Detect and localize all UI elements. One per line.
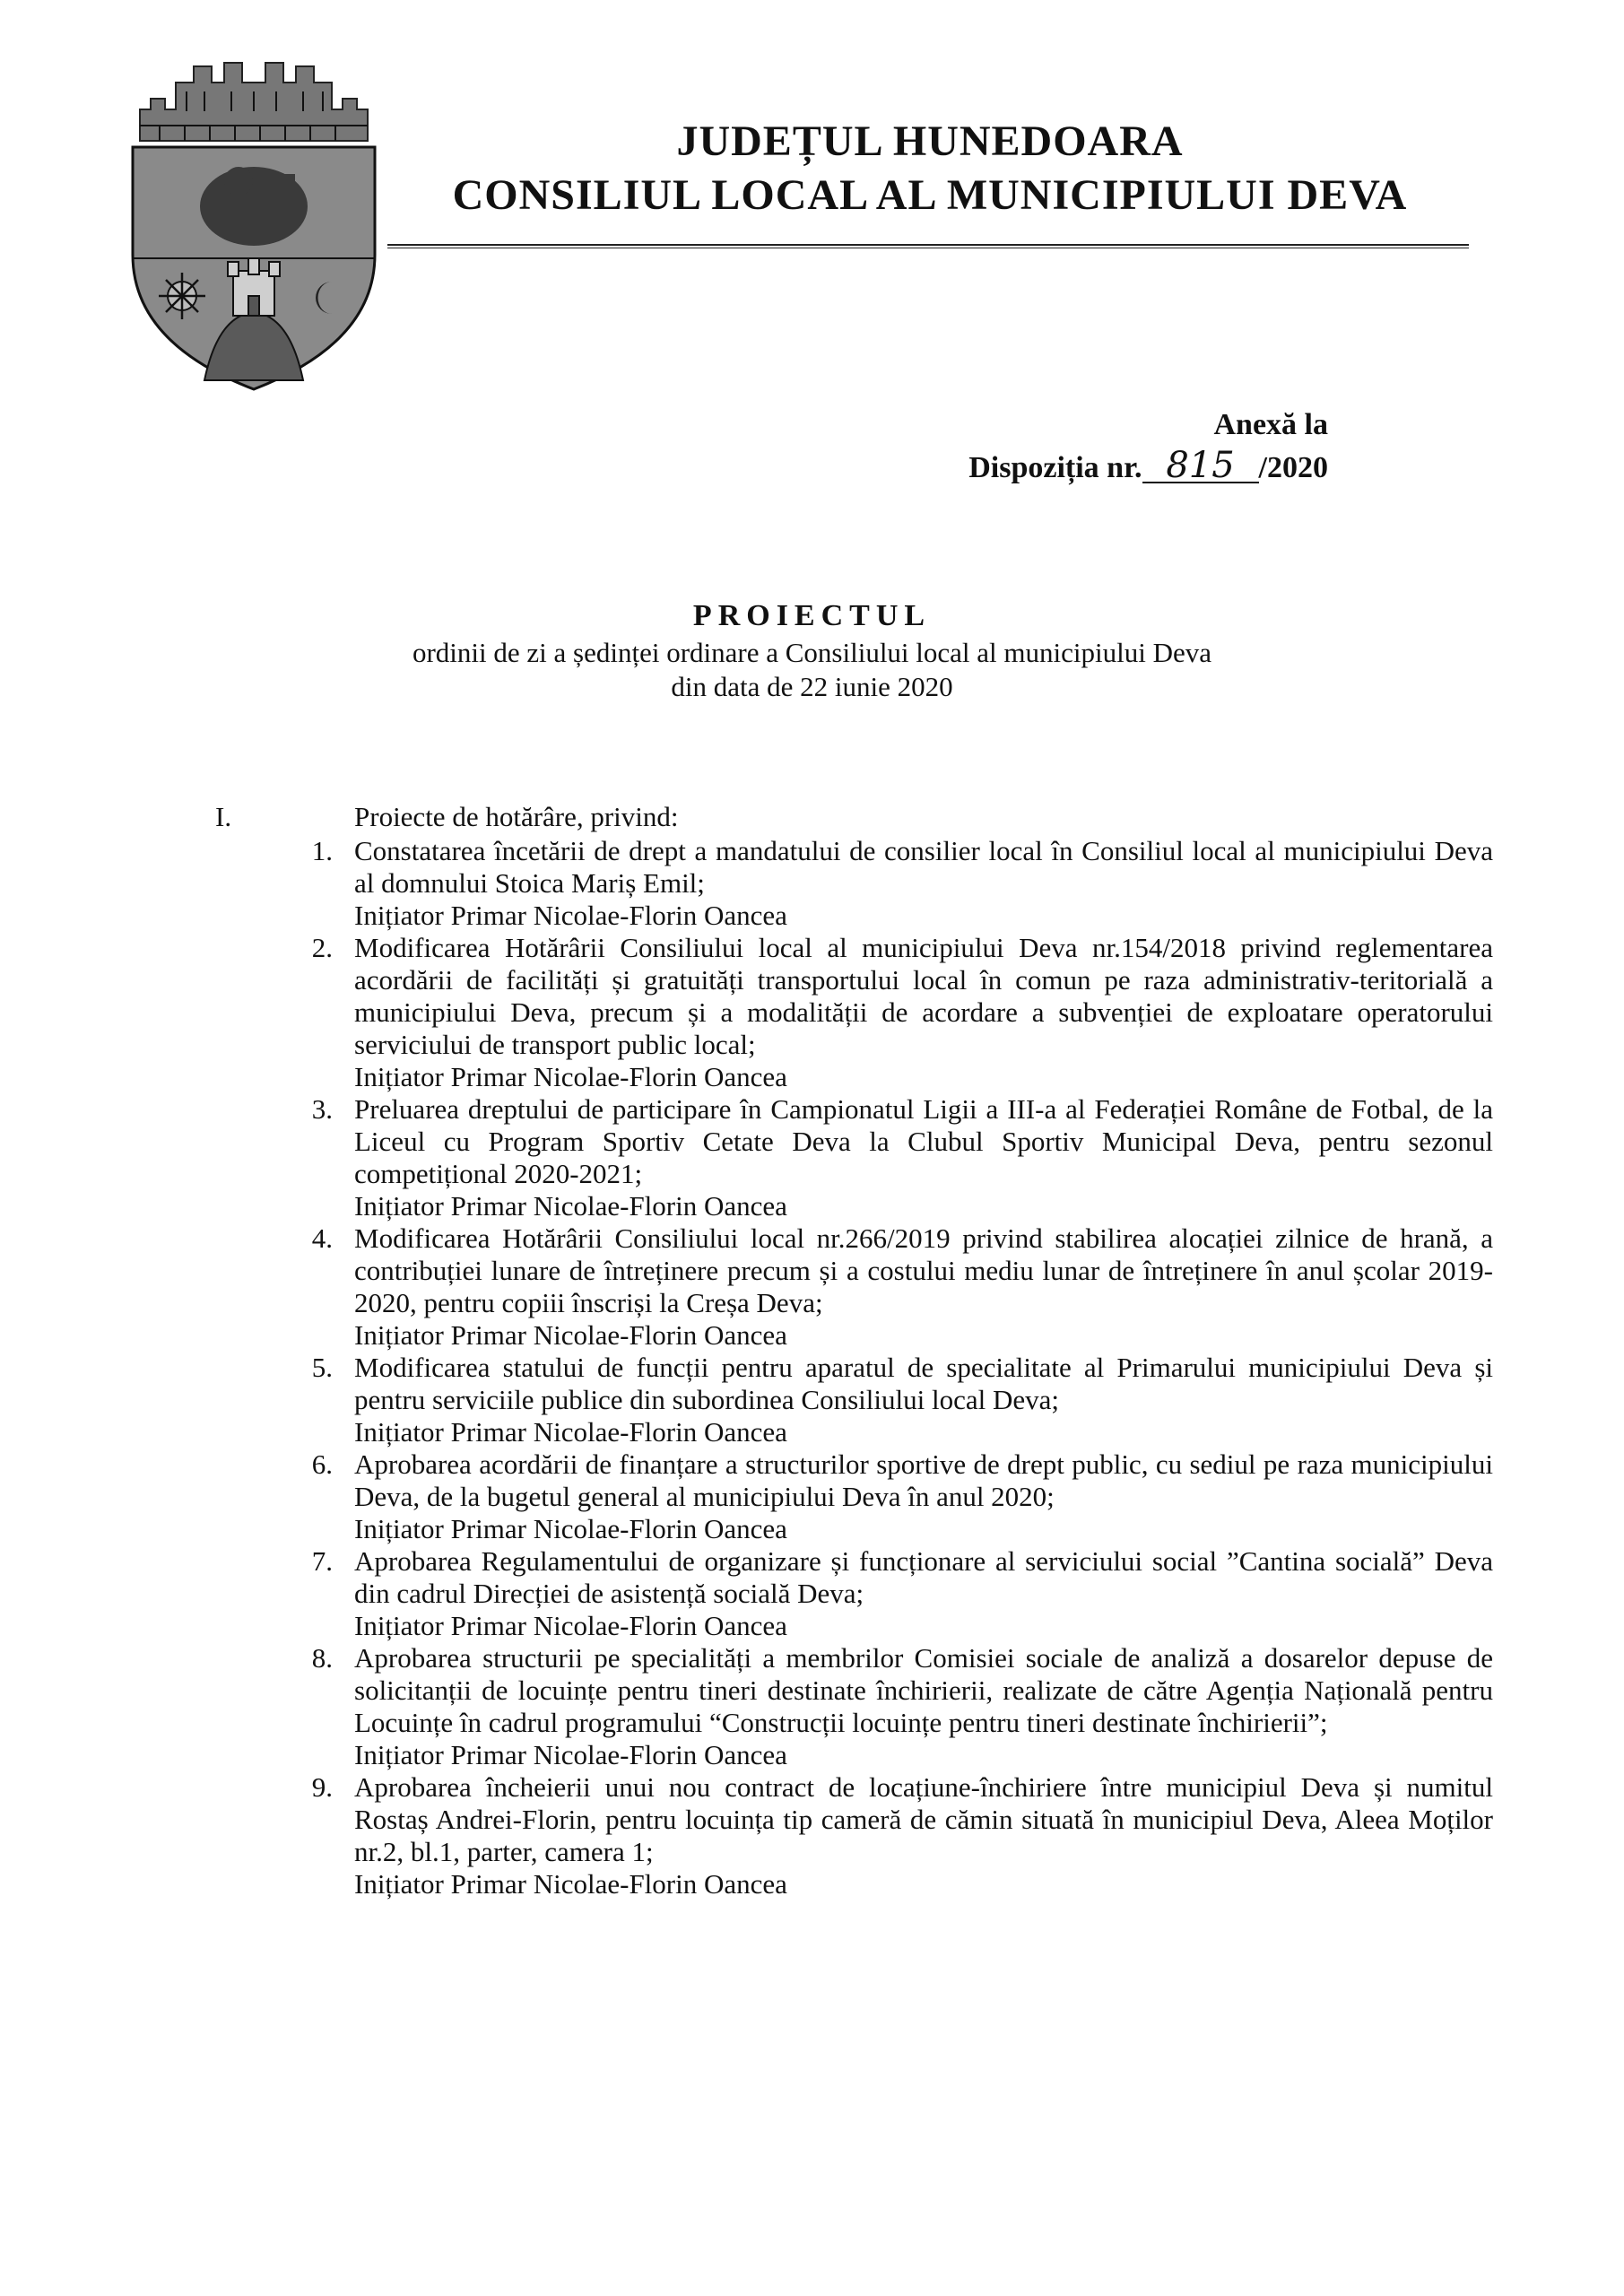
agenda-item (215, 1642, 1493, 1771)
item-text: Aprobarea Regulamentului de organizare și funcționare al serviciului social ”Cantina socială” Deva din cadrul Direcției de asistență socială Deva; (354, 1545, 1493, 1609)
item-initiator: Inițiator Primar Nicolae-Florin Oancea (354, 1868, 787, 1900)
item-text: Constatarea încetării de drept a mandatului de consilier local în Consiliul local al municipiului Deva al domnului Stoica Mariș Emil; (354, 835, 1493, 899)
item-initiator: Inițiator Primar Nicolae-Florin Oancea (354, 1416, 787, 1448)
item-number: 8. (311, 1642, 333, 1674)
item-number: 3. (311, 1093, 333, 1125)
coat-of-arms-emblem (124, 47, 384, 392)
disposition-line (968, 447, 1328, 490)
title-subtitle: ordinii de zi a ședinței ordinare a Consiliului local al municipiului Deva (412, 637, 1212, 668)
item-number: 4. (311, 1222, 333, 1254)
document-title (0, 596, 1624, 704)
title-date: din data de 22 iunie 2020 (671, 671, 953, 702)
item-text: Modificarea statului de funcții pentru aparatul de specialitate al Primarului municipiului Deva și pentru serviciile publice din subordinea Consiliului local Deva; (354, 1352, 1493, 1415)
agenda-item (215, 1352, 1493, 1448)
disposition-prefix: Dispoziția nr. (968, 451, 1142, 484)
item-text: Aprobarea acordării de finanțare a structurilor sportive de drept public, cu sediul pe raza municipiului Deva, de la bugetul general al municipiului Deva în anul 2020; (354, 1448, 1493, 1512)
item-text: Aprobarea încheierii unui nou contract de locațiune-închiriere între municipiul Deva și numitul Rostaș Andrei-Florin, pentru locuința tip cameră de cămin situată în municipiul Deva, Aleea Moților nr.2, bl.1, parter, camera 1; (354, 1771, 1493, 1867)
item-initiator: Inițiator Primar Nicolae-Florin Oancea (354, 1319, 787, 1351)
agenda-item (215, 1448, 1493, 1545)
agenda-list (215, 835, 1493, 1900)
item-initiator: Inițiator Primar Nicolae-Florin Oancea (354, 1739, 787, 1770)
section-heading: Proiecte de hotărâre, privind: (354, 801, 679, 832)
annex-reference (968, 404, 1328, 490)
disposition-number-handwritten: 815 (1142, 449, 1259, 483)
disposition-year: /2020 (1258, 451, 1328, 484)
item-initiator: Inițiator Primar Nicolae-Florin Oancea (354, 1610, 787, 1641)
item-number: 7. (311, 1545, 333, 1577)
item-text: Modificarea Hotărârii Consiliului local nr.266/2019 privind stabilirea alocației zilnice de hrană, a contribuției lunare de întreținere precum și a costului mediu lunar de întreținere în anul școlar 2019-2020, pentru copiii înscriși la Creșa Deva; (354, 1222, 1493, 1318)
item-text: Preluarea dreptului de participare în Campionatul Ligii a III-a al Federației Române de Fotbal, de la Liceul cu Program Sportiv Cetate Deva la Clubul Sportiv Municipal Deva, pentru sezonul competițional 2020-2021; (354, 1093, 1493, 1189)
council-name: CONSILIUL LOCAL AL MUNICIPIULUI DEVA (452, 171, 1408, 219)
county-name: JUDEȚUL HUNEDOARA (676, 117, 1184, 165)
agenda-item (215, 1771, 1493, 1900)
agenda-item (215, 1093, 1493, 1222)
agenda-item (215, 1222, 1493, 1352)
agenda-item (215, 835, 1493, 932)
item-number: 9. (311, 1771, 333, 1803)
agenda-content (215, 801, 1493, 1900)
document-header (387, 115, 1472, 222)
item-initiator: Inițiator Primar Nicolae-Florin Oancea (354, 1513, 787, 1544)
section-header (215, 801, 1493, 833)
item-number: 6. (311, 1448, 333, 1480)
item-text: Modificarea Hotărârii Consiliului local al municipiului Deva nr.154/2018 privind reglementarea acordării de facilități și gratuități transportului local în comun pe raza administrativ-teritorială a municipiului Deva, precum și a modalității de acordare a subvenției de exploatare operatorului serviciului de transport public local; (354, 932, 1493, 1060)
item-number: 2. (311, 932, 333, 963)
item-number: 1. (311, 835, 333, 866)
agenda-item (215, 932, 1493, 1093)
section-numeral: I. (215, 801, 232, 832)
item-initiator: Inițiator Primar Nicolae-Florin Oancea (354, 1190, 787, 1222)
annex-label: Anexă la (1213, 408, 1328, 441)
agenda-item (215, 1545, 1493, 1642)
title-heading: PROIECTUL (692, 599, 932, 632)
item-text: Aprobarea structurii pe specialități a membrilor Comisiei sociale de analiză a dosarelor depuse de solicitanții de locuințe pentru tineri destinate închirierii, realizate de către Agenția Națională pentru Locuințe în cadrul programului “Construcții locuințe pentru tineri destinate închirierii”; (354, 1642, 1493, 1738)
item-initiator: Inițiator Primar Nicolae-Florin Oancea (354, 1061, 787, 1092)
item-initiator: Inițiator Primar Nicolae-Florin Oancea (354, 900, 787, 931)
item-number: 5. (311, 1352, 333, 1383)
header-divider (387, 244, 1469, 248)
